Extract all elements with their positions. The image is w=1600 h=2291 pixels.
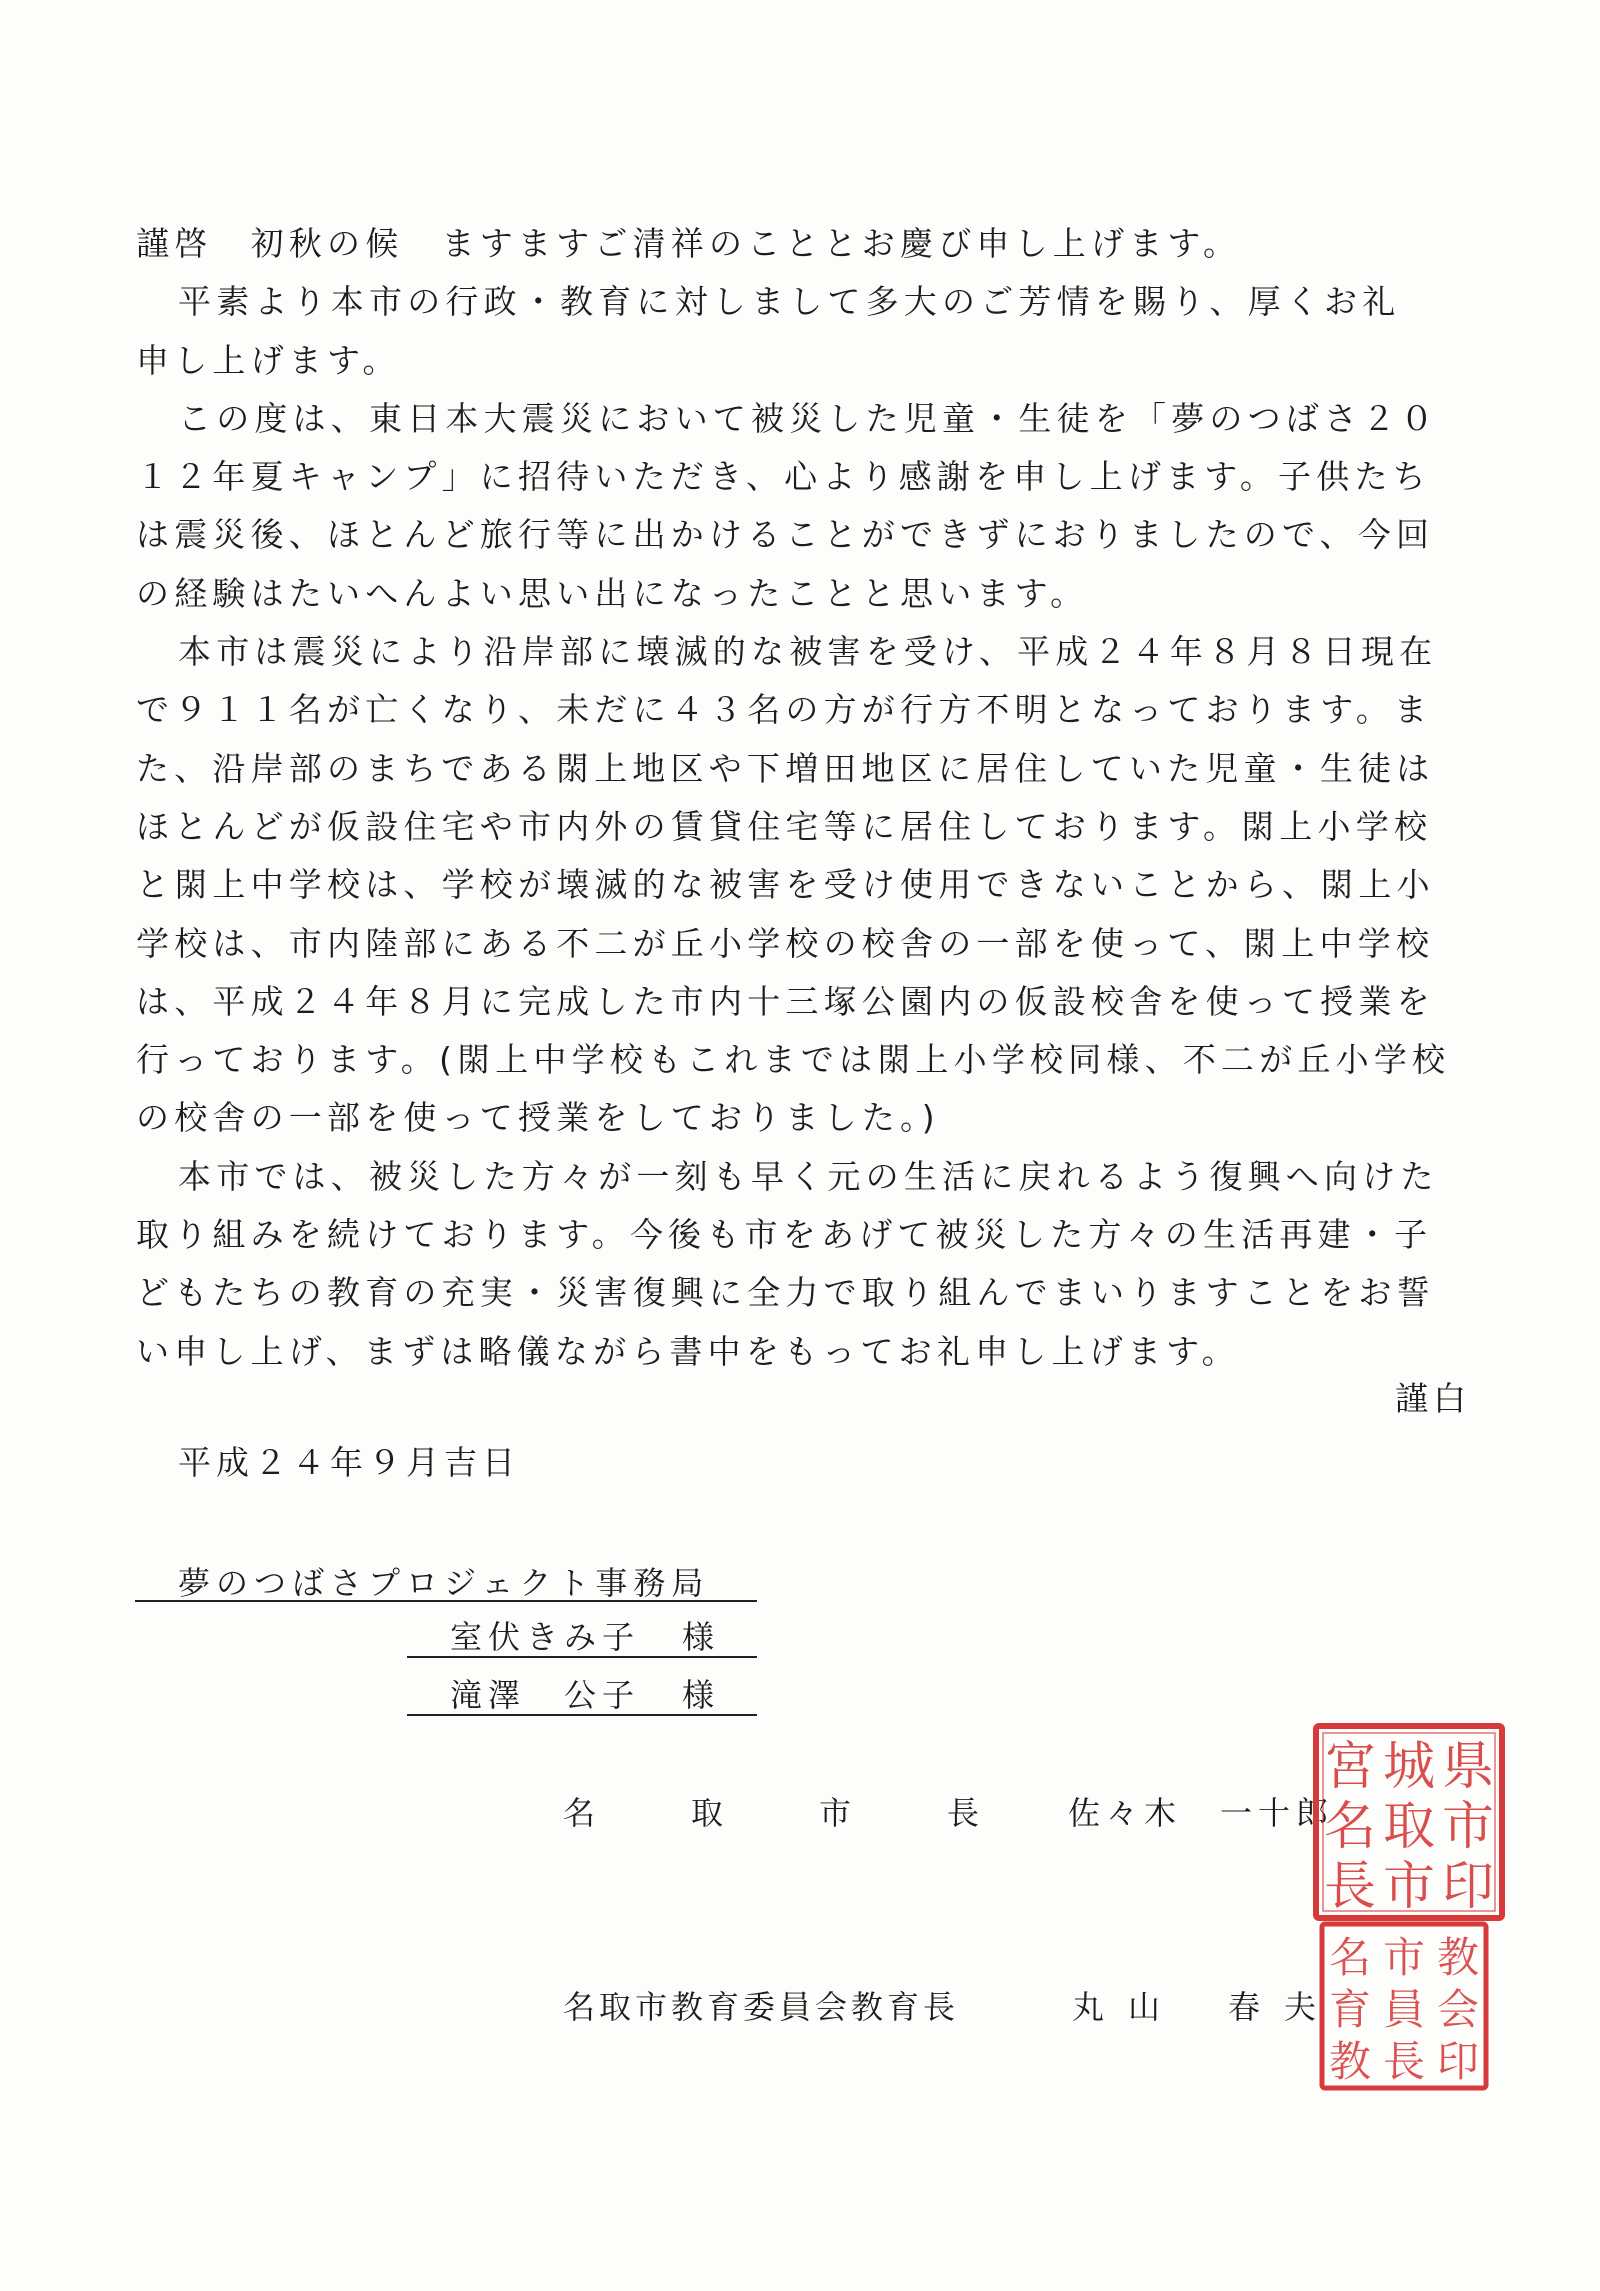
letter-body xyxy=(136,215,1476,1381)
svg-text:教: 教 xyxy=(1436,1933,1480,1982)
education-superintendent-seal xyxy=(1318,1920,1490,2092)
addressee-underline xyxy=(407,1656,757,1658)
letter-line: 本市では、被災した方々が一刻も早く元の生活に戻れるよう復興へ向けた xyxy=(178,1156,1439,1196)
edu-name-char: 丸 xyxy=(1072,1988,1105,2026)
education-superintendent-name xyxy=(1072,1982,1324,2032)
mayor-official-seal xyxy=(1312,1722,1506,1922)
addressee-person1-name: 室伏きみ子 xyxy=(450,1618,641,1656)
edu-name-char: 春 xyxy=(1228,1988,1261,2026)
svg-text:印: 印 xyxy=(1436,2037,1480,2086)
letter-line: い申し上げ、まずは略儀ながら書中をもってお礼申し上げます。 xyxy=(136,1331,1240,1371)
letter-line: は、平成２４年８月に完成した市内十三塚公園内の仮設校舎を使って授業を xyxy=(136,981,1435,1021)
letter-line: と閖上中学校は、学校が壊滅的な被害を受け使用できないことから、閖上小 xyxy=(136,865,1435,905)
letter-line: 本市は震災により沿岸部に壊滅的な被害を受け、平成２４年８月８日現在 xyxy=(178,632,1438,672)
letter-line: 学校は、市内陸部にある不二が丘小学校の校舎の一部を使って、閖上中学校 xyxy=(136,923,1435,963)
svg-text:長: 長 xyxy=(1382,2037,1426,2086)
letter-line: の経験はたいへんよい思い出になったことと思います。 xyxy=(136,573,1089,613)
addressee-underline xyxy=(407,1714,757,1716)
letter-line: この度は、東日本大震災において被災した児童・生徒を「夢のつばさ２０ xyxy=(178,398,1439,438)
addressee-person1-honorific: 様 xyxy=(682,1618,721,1656)
letter-line: 行っております。(閖上中学校もこれまでは閖上小学校同様、不二が丘小学校 xyxy=(136,1040,1451,1080)
mayor-title-char: 長 xyxy=(947,1794,980,1832)
letter-line: 平素より本市の行政・教育に対しまして多大のご芳情を賜り、厚くお礼 xyxy=(178,282,1401,322)
svg-text:育: 育 xyxy=(1328,1985,1372,2034)
edu-name-char: 夫 xyxy=(1284,1988,1317,2026)
mayor-title-char: 名 xyxy=(563,1794,596,1832)
letter-line: 謹啓 初秋の候 ますますご清祥のこととお慶び申し上げます。 xyxy=(136,224,1242,263)
mayor-title-char: 取 xyxy=(691,1794,724,1832)
svg-text:印: 印 xyxy=(1441,1857,1495,1917)
svg-text:会: 会 xyxy=(1436,1985,1480,2034)
svg-text:員: 員 xyxy=(1382,1985,1426,2034)
letter-line: の校舎の一部を使って授業をしておりました。) xyxy=(136,1098,940,1138)
addressee-organization: 夢のつばさプロジェクト事務局 xyxy=(178,1564,710,1602)
svg-text:教: 教 xyxy=(1328,2037,1372,2086)
letter-line: 取り組みを続けております。今後も市をあげて被災した方々の生活再建・子 xyxy=(136,1215,1433,1255)
letter-line: ほとんどが仮設住宅や市内外の賃貸住宅等に居住しております。閖上小学校 xyxy=(136,806,1433,846)
svg-text:取: 取 xyxy=(1382,1797,1436,1857)
letter-line: 申し上げます。 xyxy=(136,340,401,380)
mayor-name: 佐々木 一十郎 xyxy=(1068,1794,1335,1832)
letter-line: で９１１名が亡くなり、未だに４３名の方が行方不明となっております。ま xyxy=(136,690,1433,730)
letter-line: どもたちの教育の充実・災害復興に全力で取り組んでまいりますことをお誓 xyxy=(136,1273,1435,1313)
closing-word: 謹白 xyxy=(1395,1379,1471,1418)
addressee-person2-name: 滝澤 公子 xyxy=(450,1676,641,1714)
mayor-title xyxy=(563,1788,1027,1838)
svg-text:県: 県 xyxy=(1441,1737,1495,1797)
letter-line: は震災後、ほとんど旅行等に出かけることができずにおりましたので、今回 xyxy=(136,515,1435,555)
svg-text:名: 名 xyxy=(1328,1933,1372,1982)
svg-text:市: 市 xyxy=(1382,1933,1426,1982)
addressee-underline xyxy=(135,1600,757,1602)
addressee-person2-honorific: 様 xyxy=(682,1676,721,1714)
edu-name-char: 山 xyxy=(1128,1988,1161,2026)
svg-text:宮: 宮 xyxy=(1323,1737,1377,1797)
svg-text:名: 名 xyxy=(1323,1797,1377,1857)
svg-text:長: 長 xyxy=(1323,1857,1377,1917)
letter-line: た、沿岸部のまちである閖上地区や下増田地区に居住していた児童・生徒は xyxy=(136,748,1435,788)
svg-text:市: 市 xyxy=(1441,1797,1495,1857)
letter-line: １２年夏キャンプ」に招待いただき、心より感謝を申し上げます。子供たち xyxy=(136,457,1431,497)
svg-text:市: 市 xyxy=(1382,1857,1436,1917)
svg-text:城: 城 xyxy=(1382,1737,1436,1797)
letter-date: 平成２４年９月吉日 xyxy=(178,1443,520,1482)
mayor-title-char: 市 xyxy=(819,1794,852,1832)
education-superintendent-title: 名取市教育委員会教育長 xyxy=(563,1988,960,2026)
